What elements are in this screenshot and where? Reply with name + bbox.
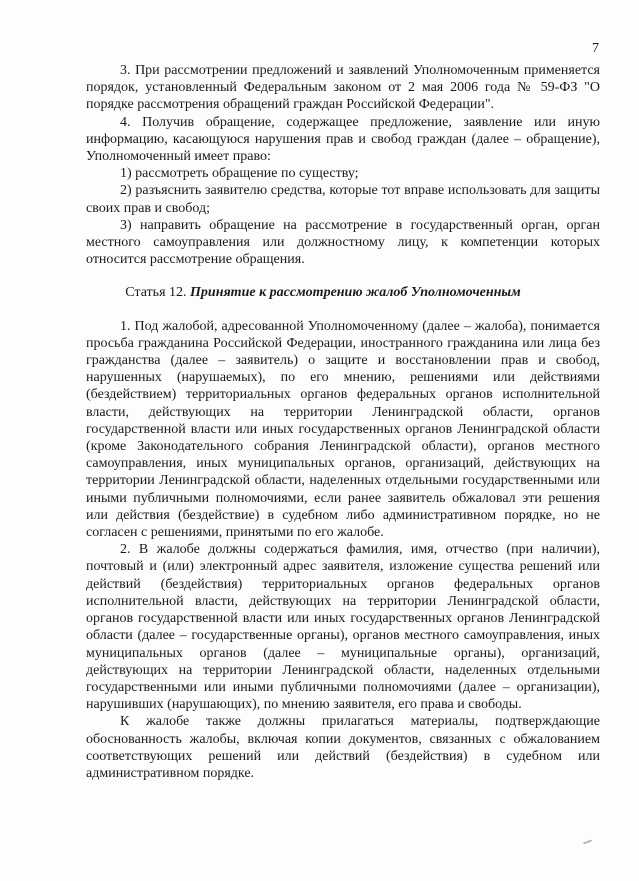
list-item-1: 1) рассмотреть обращение по существу; <box>120 166 359 182</box>
article-heading <box>86 284 600 301</box>
scan-mark <box>583 840 592 845</box>
paragraph-4-rights: 4. Получив обращение, содержащее предложение, заявление или иную информацию, касающуюся нарушения прав и свобод граждан (далее – обращение), Уполномоченный имеет право: <box>86 114 600 165</box>
paragraph-complaint-contents: 2. В жалобе должны содержаться фамилия, имя, отчество (при наличии), почтовый и (или) электронный адрес заявителя, изложение существа решений или действий (бездействия) территориальных органов федеральных органов исполнительной власти, действующих на территории Ленинградской области, органов государственной власти или иных государственных органов Ленинградской области (далее – государственные органы), органов местного самоуправления, иных муниципальных органов (далее – муниципальные органы), организаций, действующих на территории Ленинградской области, наделенных отдельными государственными или иными публичными полномочиями (далее – организации), нарушивших (нарушающих), по мнению заявителя, его права и свободы. <box>86 542 600 713</box>
paragraph-3-review-procedure: 3. При рассмотрении предложений и заявлений Уполномоченным применяется порядок, установленный Федеральным законом от 2 мая 2006 года № 59-ФЗ "О порядке рассмотрения обращений граждан Российской Федерации". <box>86 63 600 113</box>
article-prefix: Статья 12. <box>125 285 191 301</box>
document-body <box>86 62 600 782</box>
list-item-3: 3) направить обращение на рассмотрение в государственный орган, орган местного самоуправления или должностному лицу, к компетенции которых относится рассмотрение обращения. <box>86 217 600 268</box>
list-item-2: 2) разъяснить заявителю средства, которые тот вправе использовать для защиты своих прав и свобод; <box>86 183 600 216</box>
article-title: Принятие к рассмотрению жалоб Уполномоченным <box>190 285 521 301</box>
paragraph-complaint-definition: 1. Под жалобой, адресованной Уполномоченному (далее – жалоба), понимается просьба гражданина Российской Федерации, иностранного гражданина или лица без гражданства (далее – заявитель) о защите и восстановлении прав и свобод, нарушенных (нарушаемых), по его мнению, решениями или действиями (бездействием) территориальных органов федеральных органов исполнительной власти, действующих на территории Ленинградской области, органов государственной власти или иных государственных органов Ленинградской области (кроме Законодательного собрания Ленинградской области), органов местного самоуправления, иных муниципальных органов, организаций, действующих на территории Ленинградской области, наделенных отдельными государственными или иными публичными полномочиями, если ранее заявитель обжаловал эти решения или действия (бездействие) в судебном либо административном порядке, но не согласен с решениями, принятыми по его жалобе. <box>86 318 600 541</box>
page-number: 7 <box>592 41 599 56</box>
paragraph-attachments: К жалобе также должны прилагаться материалы, подтверждающие обоснованность жалобы, включая копии документов, связанных с обжалованием соответствующих решений или действий (бездействия) в судебном или административном порядке. <box>86 714 600 781</box>
